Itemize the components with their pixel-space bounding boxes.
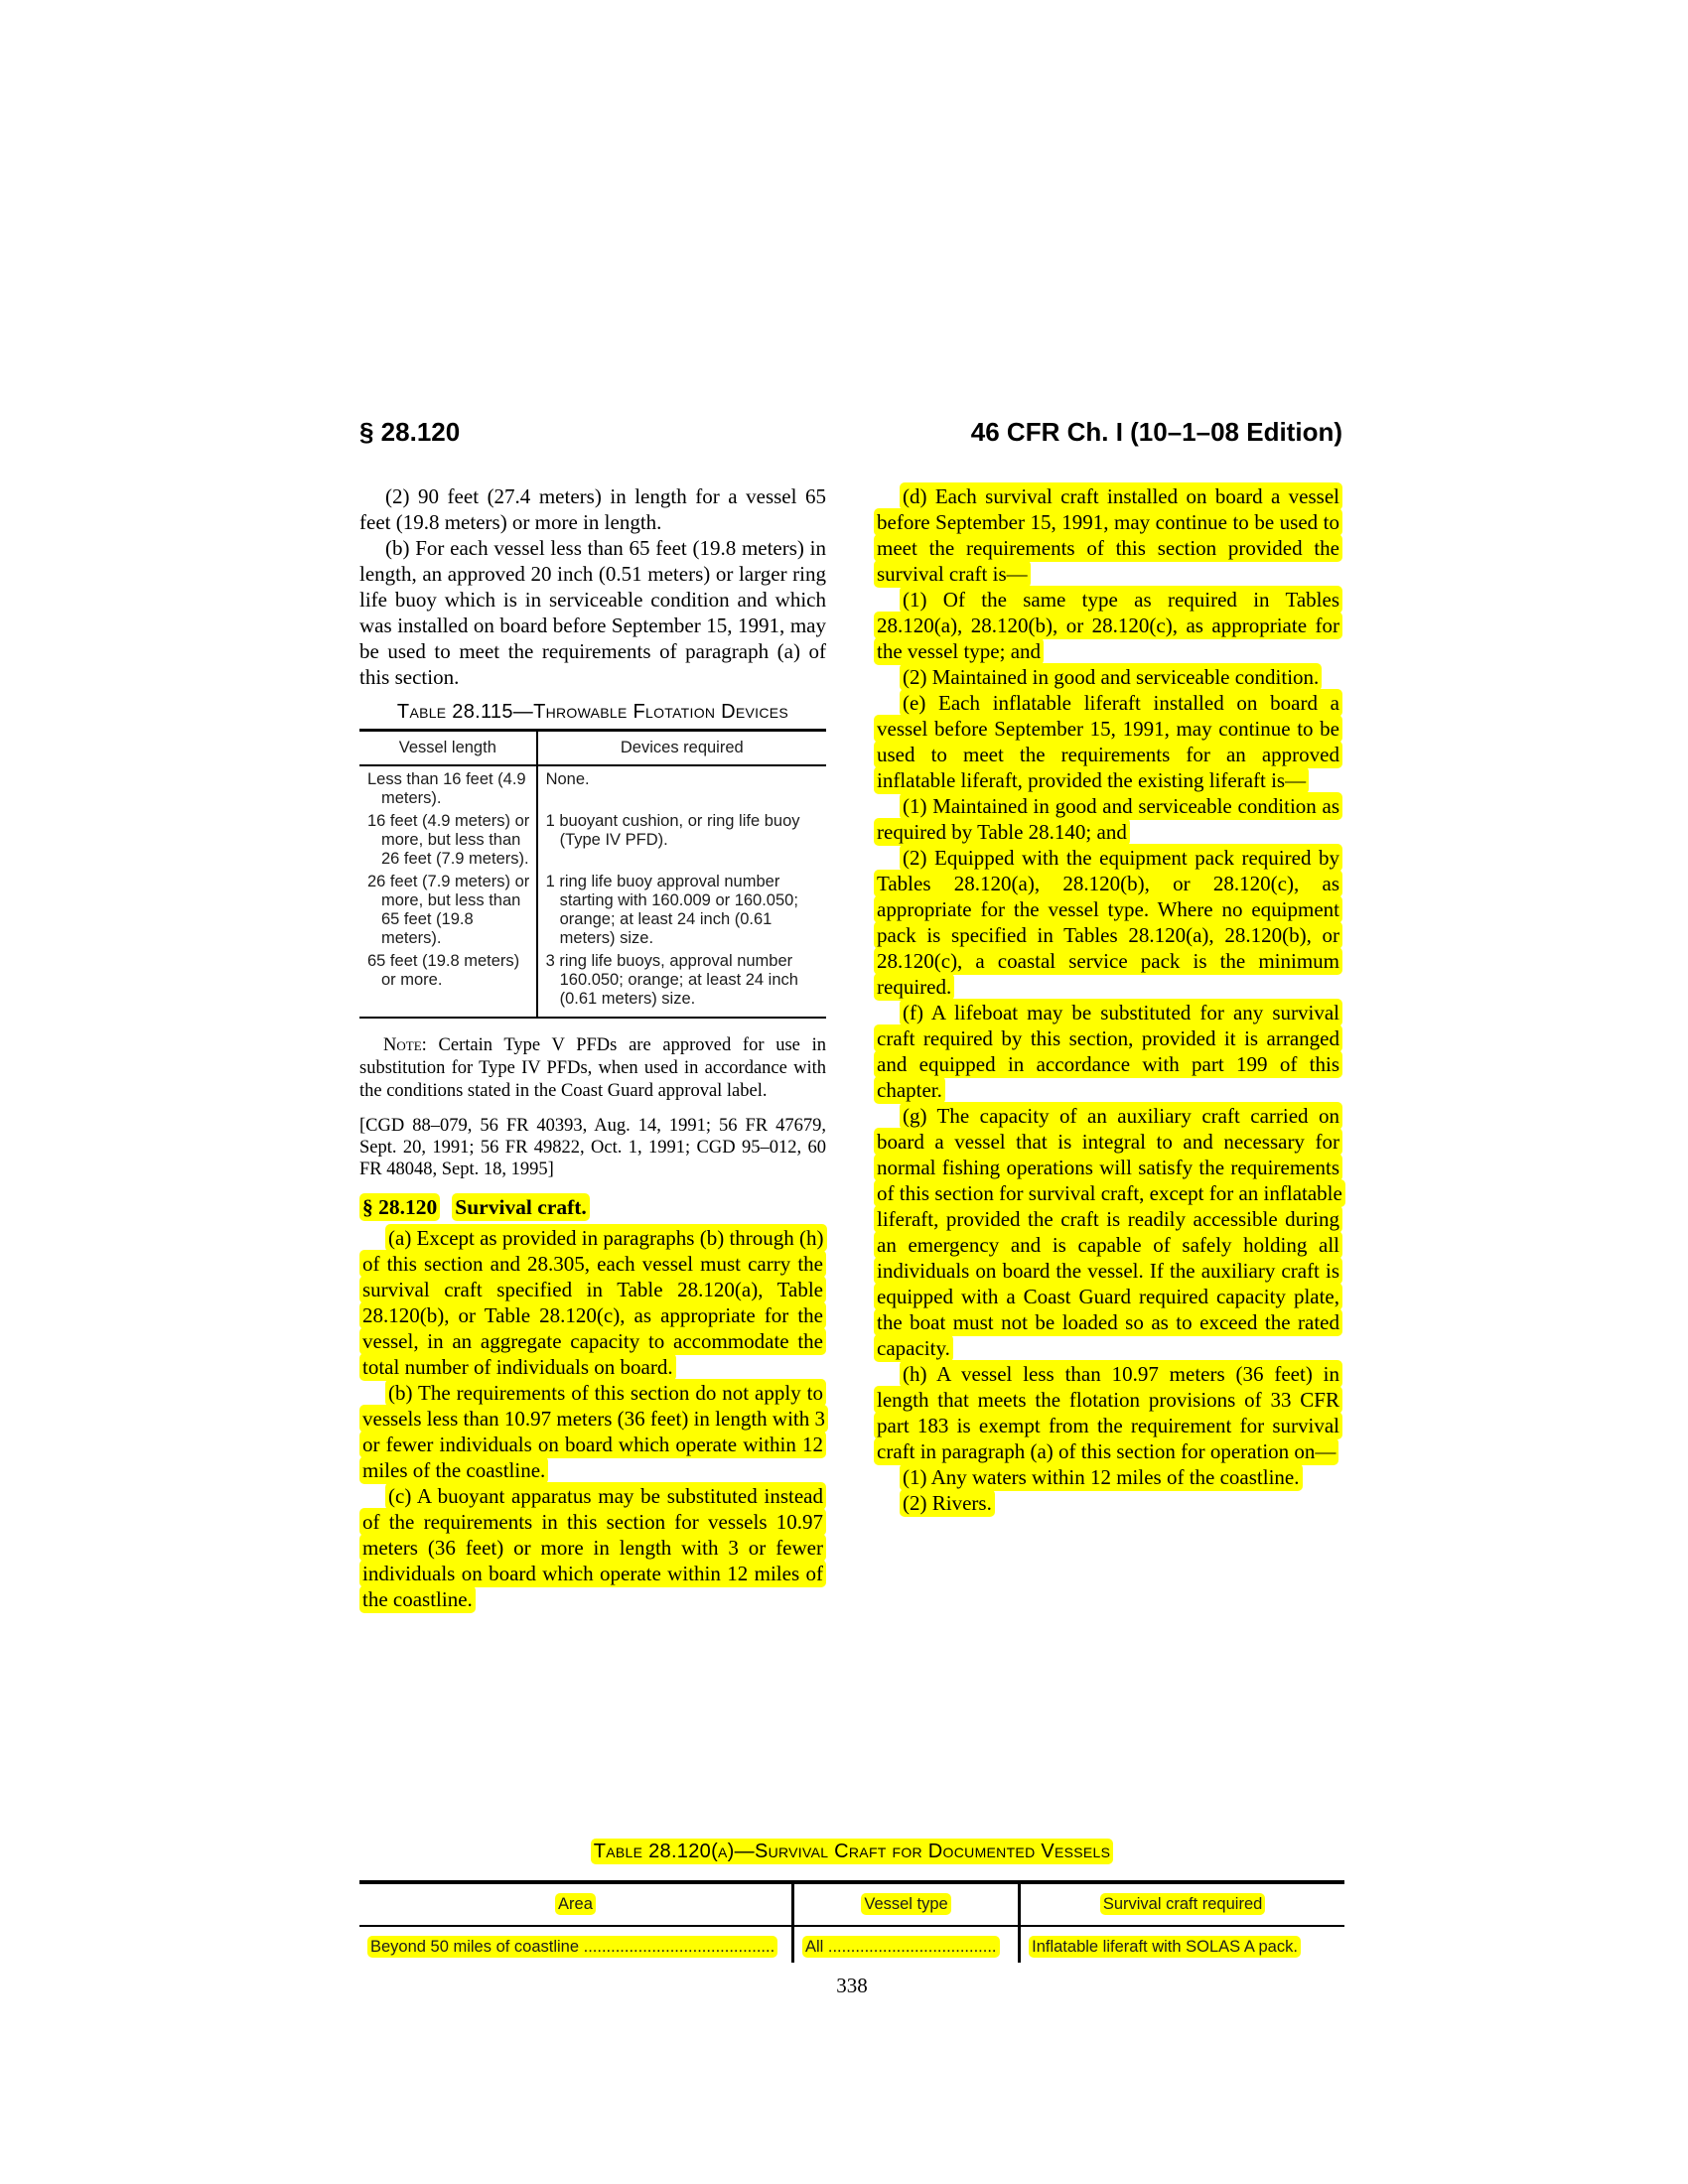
paragraph-a: (a) Except as provided in paragraphs (b) through (h) of this section and 28.305, each vessel must carry the survival craft specified in Table 28.120(a), Table 28.120(b), or Table 28.120(c), as appropriate for the vessel, in an aggregate capacity to accommodate the total number of individuals on board. [359,1225,826,1380]
table-row [359,808,826,869]
paragraph-c: (c) A buoyant apparatus may be substituted instead of the requirements in this section for vessels 10.97 meters (36 feet) or more in length with 3 or fewer individuals on board which operate within 12 miles of the coastline. [359,1483,826,1612]
cell-vessel-length: 16 feet (4.9 meters) or more, but less than 26 feet (7.9 meters). [367,812,530,868]
cell-area: Beyond 50 miles of coastline .......................................... [359,1926,792,1963]
column-header-vessel-type: Vessel type [792,1882,1019,1926]
table-28120a-header-row [359,1882,1344,1926]
column-header-vessel-length: Vessel length [359,731,537,766]
table-row [359,1926,1344,1963]
note-label: Note: [383,1035,427,1055]
paragraph-d: (d) Each survival craft installed on board a vessel before September 15, 1991, may continue to be used to meet the requirements of this section provided the survival craft is— [874,483,1342,587]
table-28115-title: Table 28.115—Throwable Flotation Devices [396,701,789,723]
running-head-edition: 46 CFR Ch. I (10–1–08 Edition) [970,417,1342,447]
paragraph-2: (2) 90 feet (27.4 meters) in length for a vessel 65 feet (19.8 meters) or more in length. [359,484,826,534]
column-header-area: Area [359,1882,792,1926]
right-column [874,483,1342,1516]
table-28115-header-row [359,731,826,766]
note-paragraph [359,1034,826,1103]
section-title: Survival craft. [452,1193,590,1221]
cell-devices-required: 1 buoyant cushion, or ring life buoy (Type IV PFD). [537,808,826,869]
table-28120a [359,1880,1344,1963]
running-head-section-number: § 28.120 [359,417,461,447]
cell-vessel-length: 26 feet (7.9 meters) or more, but less than 65 feet (19.8 meters). [367,873,530,947]
paragraph-g: (g) The capacity of an auxiliary craft carried on board a vessel that is integral to and necessary for normal fishing operations will satisfy the requirements of this section for survival craft, except for an inflatable liferaft, provided the craft is readily accessible during an emergency and is capable of safely holding all individuals on board the vessel. If the auxiliary craft is equipped with a Coast Guard required capacity plate, the boat must not be loaded so as to exceed the rated capacity. [874,1103,1342,1361]
table-28115 [359,729,826,1019]
paragraph-d1: (1) Of the same type as required in Tables 28.120(a), 28.120(b), or 28.120(c), as appropriate for the vessel type; and [874,587,1342,664]
paragraph-e2: (2) Equipped with the equipment pack required by Tables 28.120(a), 28.120(b), or 28.120(c), as appropriate for the vessel type. Where no equipment pack is specified in Tables 28.120(a), 28.120(b), or 28.120(c), a coastal service pack is the minimum required. [874,845,1342,1000]
table-28120a-title: Table 28.120(a)—Survival Craft for Documented Vessels [359,1841,1344,1863]
paragraph-f: (f) A lifeboat may be substituted for any survival craft required by this section, provided it is arranged and equipped in accordance with part 199 of this chapter. [874,1000,1342,1103]
section-heading [359,1194,826,1221]
section-number: § 28.120 [359,1193,440,1221]
page-number: 338 [836,1974,868,1997]
left-column [359,483,826,1612]
paragraph-b2: (b) The requirements of this section do not apply to vessels less than 10.97 meters (36 feet) in length with 3 or fewer individuals on board which operate within 12 miles of the coastline. [359,1380,826,1483]
cell-devices-required: 3 ring life buoys, approval number 160.050; orange; at least 24 inch (0.61 meters) size. [537,948,826,1018]
note-text: Certain Type V PFDs are approved for use in substitution for Type IV PFDs, when used in accordance with the conditions stated in the Coast Guard approval label. [359,1035,826,1101]
paragraph-e: (e) Each inflatable liferaft installed on board a vessel before September 15, 1991, may continue to be used to meet the requirements for an approved inflatable liferaft, provided the existing liferaft is— [874,690,1342,793]
column-header-survival-craft-required: Survival craft required [1020,1882,1344,1926]
paragraph-e1: (1) Maintained in good and serviceable condition as required by Table 28.140; and [874,793,1342,845]
paragraph-b: (b) For each vessel less than 65 feet (19.8 meters) in length, an approved 20 inch (0.51 meters) or larger ring life buoy which is in serviceable condition and which was installed on board before September 15, 1991, may be used to meet the requirements of paragraph (a) of this section. [359,536,826,689]
cell-survival-craft-required: Inflatable liferaft with SOLAS A pack. [1020,1926,1344,1963]
cell-vessel-type: All ..................................... [792,1926,1019,1963]
paragraph-h1: (1) Any waters within 12 miles of the coastline. [874,1464,1342,1490]
paragraph-h2: (2) Rivers. [874,1490,1342,1516]
paragraph-d2: (2) Maintained in good and serviceable condition. [874,664,1342,690]
table-row [359,765,826,808]
table-row [359,869,826,948]
source-citation: [CGD 88–079, 56 FR 40393, Aug. 14, 1991; 56 FR 47679, Sept. 20, 1991; 56 FR 49822, Oct. 1, 1991; CGD 95–012, 60 FR 48048, Sept. 18, 1995] [359,1116,826,1179]
column-header-devices-required: Devices required [537,731,826,766]
cell-devices-required: 1 ring life buoy approval number starting with 160.009 or 160.050; orange; at least 24 inch (0.61 meters) size. [537,869,826,948]
table-row [359,948,826,1018]
cell-vessel-length: Less than 16 feet (4.9 meters). [367,770,526,807]
paragraph-h: (h) A vessel less than 10.97 meters (36 feet) in length that meets the flotation provisions of 33 CFR part 183 is exempt from the requirement for survival craft in paragraph (a) of this section for operation on— [874,1361,1342,1464]
cell-vessel-length: 65 feet (19.8 meters) or more. [367,952,520,989]
cell-devices-required: None. [537,765,826,808]
